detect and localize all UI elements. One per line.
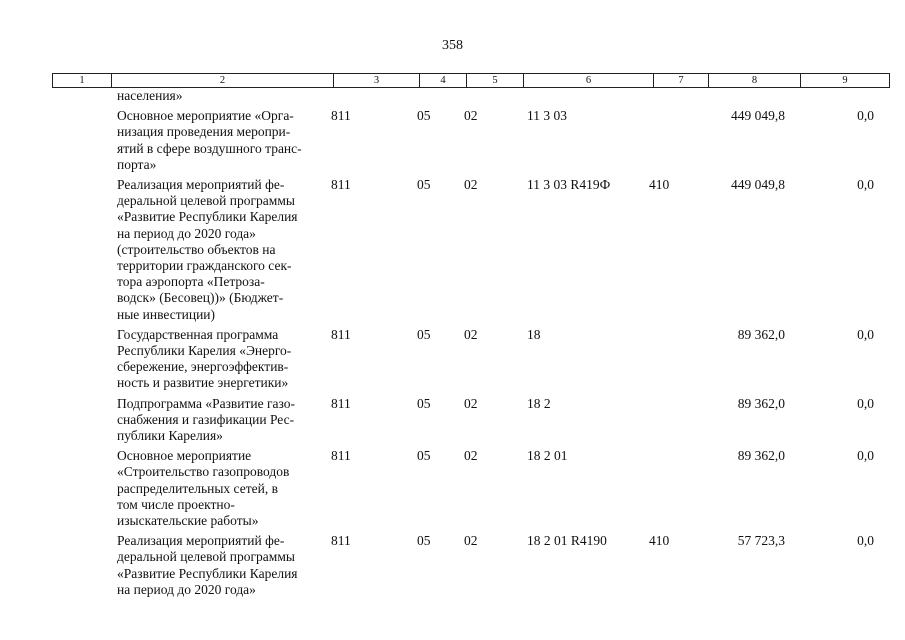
item-name bbox=[117, 177, 327, 323]
section-code: 05 bbox=[417, 176, 431, 192]
target-article-code: 18 2 01 R4190 bbox=[527, 533, 607, 549]
item-name-line: Основное мероприятие «Орга- bbox=[117, 108, 294, 124]
ministry-code: 811 bbox=[331, 326, 351, 342]
ministry-code: 811 bbox=[331, 395, 351, 411]
target-article-code: 18 2 01 bbox=[527, 448, 568, 464]
ministry-code: 811 bbox=[331, 108, 351, 124]
header-col-9: 9 bbox=[801, 74, 890, 88]
item-name bbox=[117, 533, 327, 598]
item-name bbox=[117, 108, 327, 173]
amount-secondary: 0,0 bbox=[857, 326, 874, 342]
subsection-code: 02 bbox=[464, 448, 478, 464]
item-name-line: ность и развитие энергетики» bbox=[117, 375, 289, 391]
item-name-line: публики Карелия» bbox=[117, 427, 223, 443]
header-col-3: 3 bbox=[334, 74, 420, 88]
item-name-line: населения» bbox=[117, 88, 183, 103]
item-name-line: «Развитие Республики Карелия bbox=[117, 565, 298, 581]
section-code: 05 bbox=[417, 395, 431, 411]
table-row bbox=[52, 448, 881, 533]
amount: 89 362,0 bbox=[737, 395, 785, 411]
item-name-line: (строительство объектов на bbox=[117, 241, 276, 257]
target-article-code: 11 3 03 bbox=[527, 108, 567, 124]
item-name-line: на период до 2020 года» bbox=[117, 225, 256, 241]
header-col-2: 2 bbox=[112, 74, 334, 88]
amount-secondary: 0,0 bbox=[857, 533, 874, 549]
expense-type-code: 410 bbox=[649, 176, 670, 192]
amount: 57 723,3 bbox=[737, 533, 785, 549]
item-name-line: распределительных сетей, в bbox=[117, 480, 278, 496]
amount: 449 049,8 bbox=[731, 176, 785, 192]
item-name-line: деральной целевой программы bbox=[117, 549, 295, 565]
subsection-code: 02 bbox=[464, 326, 478, 342]
table-row bbox=[52, 88, 881, 108]
item-name-line: «Строительство газопроводов bbox=[117, 464, 290, 480]
header-col-4: 4 bbox=[420, 74, 467, 88]
table-row bbox=[52, 177, 881, 327]
target-article-code: 18 bbox=[527, 326, 541, 342]
expense-type-code: 410 bbox=[649, 533, 670, 549]
target-article-code: 11 3 03 R419Ф bbox=[527, 176, 611, 192]
item-name-line: «Развитие Республики Карелия bbox=[117, 209, 298, 225]
budget-table-body bbox=[52, 88, 881, 602]
page-number: 358 bbox=[442, 38, 463, 53]
item-name-line: тора аэропорта «Петроза- bbox=[117, 274, 265, 290]
item-name-line: Реализация мероприятий фе- bbox=[117, 533, 285, 549]
item-name bbox=[117, 396, 327, 445]
item-name-line: низация проведения меропри- bbox=[117, 124, 291, 140]
item-name-line: на период до 2020 года» bbox=[117, 581, 256, 597]
item-name-line: ятий в сфере воздушного транс- bbox=[117, 140, 302, 156]
item-name-line: Основное мероприятие bbox=[117, 448, 252, 464]
item-name-line: ные инвестиции) bbox=[117, 306, 216, 322]
amount-secondary: 0,0 bbox=[857, 395, 874, 411]
section-code: 05 bbox=[417, 326, 431, 342]
item-name-line: Подпрограмма «Развитие газо- bbox=[117, 395, 296, 411]
header-col-1: 1 bbox=[53, 74, 112, 88]
item-name-line: снабжения и газификации Рес- bbox=[117, 411, 295, 427]
item-name bbox=[117, 88, 327, 104]
amount: 89 362,0 bbox=[737, 448, 785, 464]
item-name-line: Реализация мероприятий фе- bbox=[117, 176, 285, 192]
subsection-code: 02 bbox=[464, 176, 478, 192]
subsection-code: 02 bbox=[464, 533, 478, 549]
table-row bbox=[52, 533, 881, 602]
table-row bbox=[52, 108, 881, 177]
item-name bbox=[117, 327, 327, 392]
amount: 89 362,0 bbox=[737, 326, 785, 342]
target-article-code: 18 2 bbox=[527, 395, 551, 411]
section-code: 05 bbox=[417, 533, 431, 549]
amount-secondary: 0,0 bbox=[857, 448, 874, 464]
item-name-line: территории гражданского сек- bbox=[117, 258, 292, 273]
subsection-code: 02 bbox=[464, 395, 478, 411]
item-name bbox=[117, 448, 327, 529]
ministry-code: 811 bbox=[331, 448, 351, 464]
table-row bbox=[52, 396, 881, 449]
item-name-line: том числе проектно- bbox=[117, 496, 235, 512]
header-col-6: 6 bbox=[524, 74, 654, 88]
item-name-line: сбережение, энергоэффектив- bbox=[117, 359, 289, 375]
table-row bbox=[52, 327, 881, 396]
item-name-line: Государственная программа bbox=[117, 326, 279, 342]
header-col-8: 8 bbox=[709, 74, 801, 88]
item-name-line: деральной целевой программы bbox=[117, 193, 295, 209]
section-code: 05 bbox=[417, 448, 431, 464]
section-code: 05 bbox=[417, 108, 431, 124]
amount: 449 049,8 bbox=[731, 108, 785, 124]
item-name-line: порта» bbox=[117, 156, 157, 172]
ministry-code: 811 bbox=[331, 176, 351, 192]
amount-secondary: 0,0 bbox=[857, 176, 874, 192]
amount-secondary: 0,0 bbox=[857, 108, 874, 124]
header-col-5: 5 bbox=[467, 74, 524, 88]
ministry-code: 811 bbox=[331, 533, 351, 549]
item-name-line: изыскательские работы» bbox=[117, 512, 259, 528]
item-name-line: водск» (Бесовец))» (Бюджет- bbox=[117, 290, 284, 306]
column-number-header bbox=[52, 73, 890, 88]
item-name-line: Республики Карелия «Энерго- bbox=[117, 342, 292, 358]
header-col-7: 7 bbox=[654, 74, 709, 88]
subsection-code: 02 bbox=[464, 108, 478, 124]
